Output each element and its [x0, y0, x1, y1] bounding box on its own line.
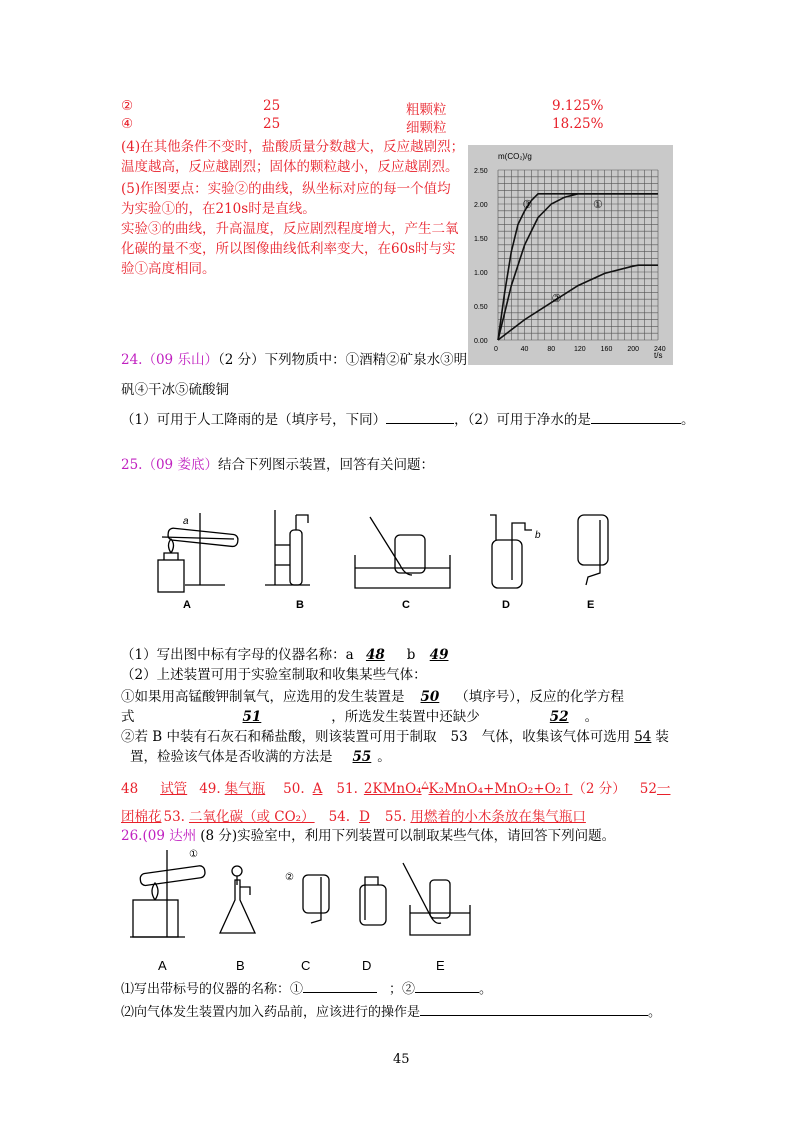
blank-50[interactable]: 50 — [420, 689, 440, 705]
apparatus-26e — [403, 863, 470, 935]
ans-50-num: 50. — [283, 781, 305, 797]
y-tick-label: 2.50 — [474, 168, 488, 175]
mark-a: a — [183, 516, 189, 527]
q25-line1: （1）写出图中标有字母的仪器名称：a — [121, 647, 358, 663]
q25-line6: 置，检验该气体是否收满的方法是 — [130, 749, 333, 765]
blank-53[interactable]: 53 — [450, 729, 468, 745]
label-d: D — [502, 599, 510, 611]
q24-q2: ，（2）可用于净水的是 — [454, 412, 591, 428]
row-id: ④ — [121, 116, 134, 132]
q25-line3b: （填序号），反应的化学方程 — [455, 689, 625, 705]
answer5-line: 为实验①的，在210s时是直线。 — [121, 201, 316, 217]
x-tick-label: 80 — [547, 346, 556, 353]
q25-line4b: ，所选发生装置中还缺少 — [331, 709, 480, 725]
q25-line5: ②若 B 中装有石灰石和稀盐酸，则该装置可用于制取 — [121, 729, 437, 745]
q25-text: 结合下列图示装置，回答有关问题： — [217, 457, 434, 473]
ans-51-num: 51. — [336, 781, 358, 797]
ans-49-num: 49. — [199, 781, 221, 797]
series-label: ① — [593, 199, 603, 211]
answer4-line: (4)在其他条件不变时，盐酸质量分数越大，反应越剧烈； — [121, 139, 465, 155]
q26-blank-2[interactable] — [415, 978, 479, 993]
ans-54-num: 54. — [328, 809, 351, 825]
apparatus-26c — [303, 875, 329, 923]
row-size: 粗颗粒 — [406, 102, 447, 118]
ans-55: 用燃着的小木条放在集气瓶口 — [410, 809, 586, 825]
q24-blank-1[interactable] — [386, 409, 454, 424]
q25-line2: （2）上述装置可用于实验室制取和收集某些气体： — [121, 667, 427, 683]
ans-50: A — [312, 781, 323, 797]
q26-head: 26.(09 达州 — [121, 828, 197, 844]
q26-text: (8 分)实验室中，利用下列装置可以制取某些气体，请回答下列问题。 — [200, 828, 616, 844]
ans-48-num: 48 — [121, 781, 139, 797]
ans-48: 试管 — [160, 781, 188, 797]
blank-51[interactable]: 51 — [242, 709, 262, 725]
x-tick-label: 200 — [627, 346, 640, 353]
y-tick-label: 0.00 — [474, 338, 488, 345]
blank-55[interactable]: 55 — [352, 749, 372, 765]
mark-1: ① — [189, 849, 198, 860]
q25-head: 25.（09 娄底） — [121, 457, 218, 473]
apparatus-d — [490, 515, 532, 588]
blank-52[interactable]: 52 — [549, 709, 569, 725]
y-tick-label: 1.50 — [474, 236, 488, 243]
chart-xlabel: t/s — [654, 351, 663, 360]
ans-51b: K₂MnO₄+MnO₂+O₂↑ — [428, 781, 573, 797]
q25-line4: 式 — [121, 709, 135, 725]
apparatus-a — [158, 513, 238, 592]
answer5-line: 验①高度相同。 — [121, 261, 216, 277]
x-tick-label: 240 — [654, 346, 666, 353]
label-26a: A — [158, 958, 167, 973]
q25-line3: ①如果用高锰酸钾制氧气，应选用的发生装置是 — [121, 689, 405, 705]
row-id: ② — [121, 98, 134, 114]
x-tick-label: 0 — [494, 346, 498, 353]
q26-line2: ⑵向气体发生装置内加入药品前，应该进行的操作是 — [121, 1005, 421, 1020]
ans-53: 二氧化碳（或 CO₂） — [188, 809, 315, 825]
q26-line1: ⑴写出带标号的仪器的名称：① — [121, 982, 304, 997]
ans-52-num: 52 — [639, 781, 657, 797]
answer5-line: 实验③的曲线，升高温度，反应剧烈程度增大，产生二氧 — [121, 221, 459, 237]
label-b: B — [296, 599, 304, 611]
label-e: E — [587, 599, 595, 611]
q24-head: 24.（09 乐山） — [121, 352, 218, 368]
x-tick-label: 120 — [574, 346, 586, 353]
label-26d: D — [362, 958, 372, 973]
q26-line1b: ；② — [389, 982, 416, 997]
q26-blank-1[interactable] — [303, 978, 377, 993]
ans-53-num: 53. — [163, 809, 185, 825]
q26-line1c: 。 — [479, 982, 493, 997]
q24-text: （2 分）下列物质中：①酒精②矿泉水③明 — [217, 352, 468, 368]
page-number: 45 — [393, 1052, 410, 1067]
ans-51-points: （2 分） — [572, 781, 626, 797]
apparatus-26a — [130, 850, 206, 937]
ans-52b: 团棉花 — [121, 809, 162, 825]
apparatus-26b — [220, 866, 255, 933]
series-label: ③ — [522, 199, 533, 211]
blank-54[interactable]: 54 — [634, 729, 652, 745]
apparatus-figure-25 — [150, 505, 620, 615]
ans-54: D — [359, 809, 370, 825]
row-temp: 25 — [263, 98, 281, 114]
apparatus-figure-26 — [125, 845, 485, 945]
heat-symbol: △ — [421, 780, 429, 790]
label-26b: B — [236, 958, 245, 973]
series-label: ② — [551, 292, 562, 305]
apparatus-b — [265, 510, 310, 585]
chart-ylabel: m(CO₂)/g — [498, 152, 532, 161]
q25-line5c: 装 — [655, 729, 669, 745]
row-temp: 25 — [263, 116, 281, 132]
q24-q1: （1）可用于人工降雨的是（填序号，下同） — [121, 412, 387, 428]
blank-49[interactable]: 49 — [429, 647, 449, 663]
x-tick-label: 160 — [600, 346, 613, 353]
q25-line4c: 。 — [584, 709, 599, 725]
q24-blank-2[interactable] — [591, 409, 681, 424]
apparatus-c — [355, 517, 450, 588]
label-26e: E — [436, 958, 445, 973]
answer5-line: 化碳的量不变，所以图像曲线低利率变大，在60s时与实 — [121, 241, 456, 257]
label-c: C — [402, 599, 410, 611]
q25-line5b: 气体，收集该气体可选用 — [481, 729, 631, 745]
ans-55-num: 55. — [384, 809, 407, 825]
row-size: 细颗粒 — [406, 120, 447, 136]
y-tick-label: 1.00 — [474, 270, 488, 277]
mark-b: b — [535, 530, 541, 541]
answer5-line: (5)作图要点：实验②的曲线，纵坐标对应的每一个值均 — [121, 181, 451, 197]
q26-line2b: 。 — [648, 1005, 662, 1020]
x-tick-label: 40 — [520, 346, 529, 353]
y-tick-label: 2.00 — [474, 202, 488, 209]
co2-chart — [468, 145, 673, 365]
q24-text: 矾④干冰⑤硫酸铜 — [121, 382, 229, 398]
q25-line6b: 。 — [377, 749, 391, 765]
y-tick-label: 0.50 — [474, 304, 488, 311]
blank-48[interactable]: 48 — [365, 647, 385, 663]
answer4-line: 温度越高，反应越剧烈；固体的颗粒越小，反应越剧烈。 — [121, 159, 459, 175]
row-conc: 18.25% — [552, 116, 604, 132]
q26-blank-3[interactable] — [420, 1001, 648, 1016]
apparatus-e — [578, 515, 608, 585]
q24-end: 。 — [680, 412, 695, 428]
mark-2: ② — [285, 872, 294, 883]
label-a: A — [183, 599, 191, 611]
ans-52a: 一 — [656, 781, 671, 797]
ans-51: 2KMnO₄ — [363, 781, 422, 797]
label-26c: C — [301, 958, 311, 973]
q25-line1b: b — [406, 647, 420, 663]
row-conc: 9.125% — [552, 98, 604, 114]
ans-49: 集气瓶 — [224, 781, 266, 797]
apparatus-26d — [360, 877, 386, 925]
